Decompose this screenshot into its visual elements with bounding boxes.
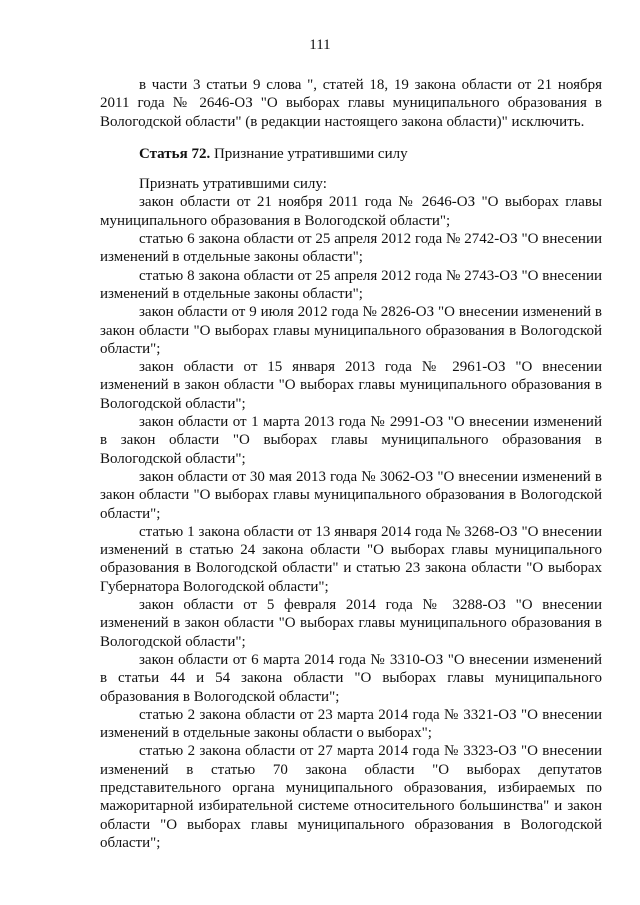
list-item: закон области от 1 марта 2013 года № 2991-ОЗ "О внесении изменений в закон области "О выборах главы муниципального образования в Вологодской области"; (100, 414, 602, 467)
article-number: Статья 72. (139, 145, 211, 162)
list-item: статью 2 закона области от 23 марта 2014 года № 3321-ОЗ "О внесении изменений в отдельные законы области о выборах"; (100, 706, 602, 742)
document-body (100, 76, 602, 852)
list-item: закон области от 5 февраля 2014 года № 3288-ОЗ "О внесении изменений в закон области "О выборах главы муниципального образования в Вологодской области"; (100, 597, 602, 650)
list-item: статью 8 закона области от 25 апреля 2012 года № 2743-ОЗ "О внесении изменений в отдельные законы области"; (100, 267, 602, 302)
list-item: статью 1 закона области от 13 января 2014 года № 3268-ОЗ "О внесении изменений в статью 24 закона области "О выборах главы муниципального образования в Вологодской области" и статью 23 закона области "О выборах Губернатора Вологодской области"; (100, 523, 602, 595)
opening-paragraph: в части 3 статьи 9 слова ", статей 18, 19 закона области от 21 ноября 2011 года № 2646-ОЗ "О выборах главы муниципального образования в Вологодской области" (в редакции настоящего закона области)" исключить. (100, 77, 602, 130)
page-number: 111 (309, 37, 331, 53)
list-intro: Признать утратившими силу: (139, 176, 327, 193)
list-item: закон области от 6 марта 2014 года № 3310-ОЗ "О внесении изменений в статьи 44 и 54 закона области "О выборах главы муниципального образования в Вологодской области"; (100, 651, 602, 705)
list-item: статью 6 закона области от 25 апреля 2012 года № 2742-ОЗ "О внесении изменений в отдельные законы области"; (100, 231, 602, 266)
list-item: закон области от 15 января 2013 года № 2961-ОЗ "О внесении изменений в закон области "О выборах главы муниципального образования в Вологодской области"; (100, 359, 602, 412)
list-item: статью 2 закона области от 27 марта 2014 года № 3323-ОЗ "О внесении изменений в статью 70 закона области "О выборах депутатов представительного органа муниципального образования, избираемых по мажоритарной избирательной системе относительного большинства" и закон области "О выборах главы муниципального образования в Вологодской области"; (100, 743, 602, 851)
article-heading (100, 145, 602, 163)
list-item: закон области от 9 июля 2012 года № 2826-ОЗ "О внесении изменений в закон области "О выборах главы муниципального образования в Вологодской области"; (100, 304, 602, 357)
list-item: закон области от 30 мая 2013 года № 3062-ОЗ "О внесении изменений в закон области "О выборах главы муниципального образования в Вологодской области"; (100, 468, 602, 522)
list-item: закон области от 21 ноября 2011 года № 2646-ОЗ "О выборах главы муниципального образования в Вологодской области"; (100, 194, 602, 229)
article-title: Признание утратившими силу (213, 145, 408, 162)
